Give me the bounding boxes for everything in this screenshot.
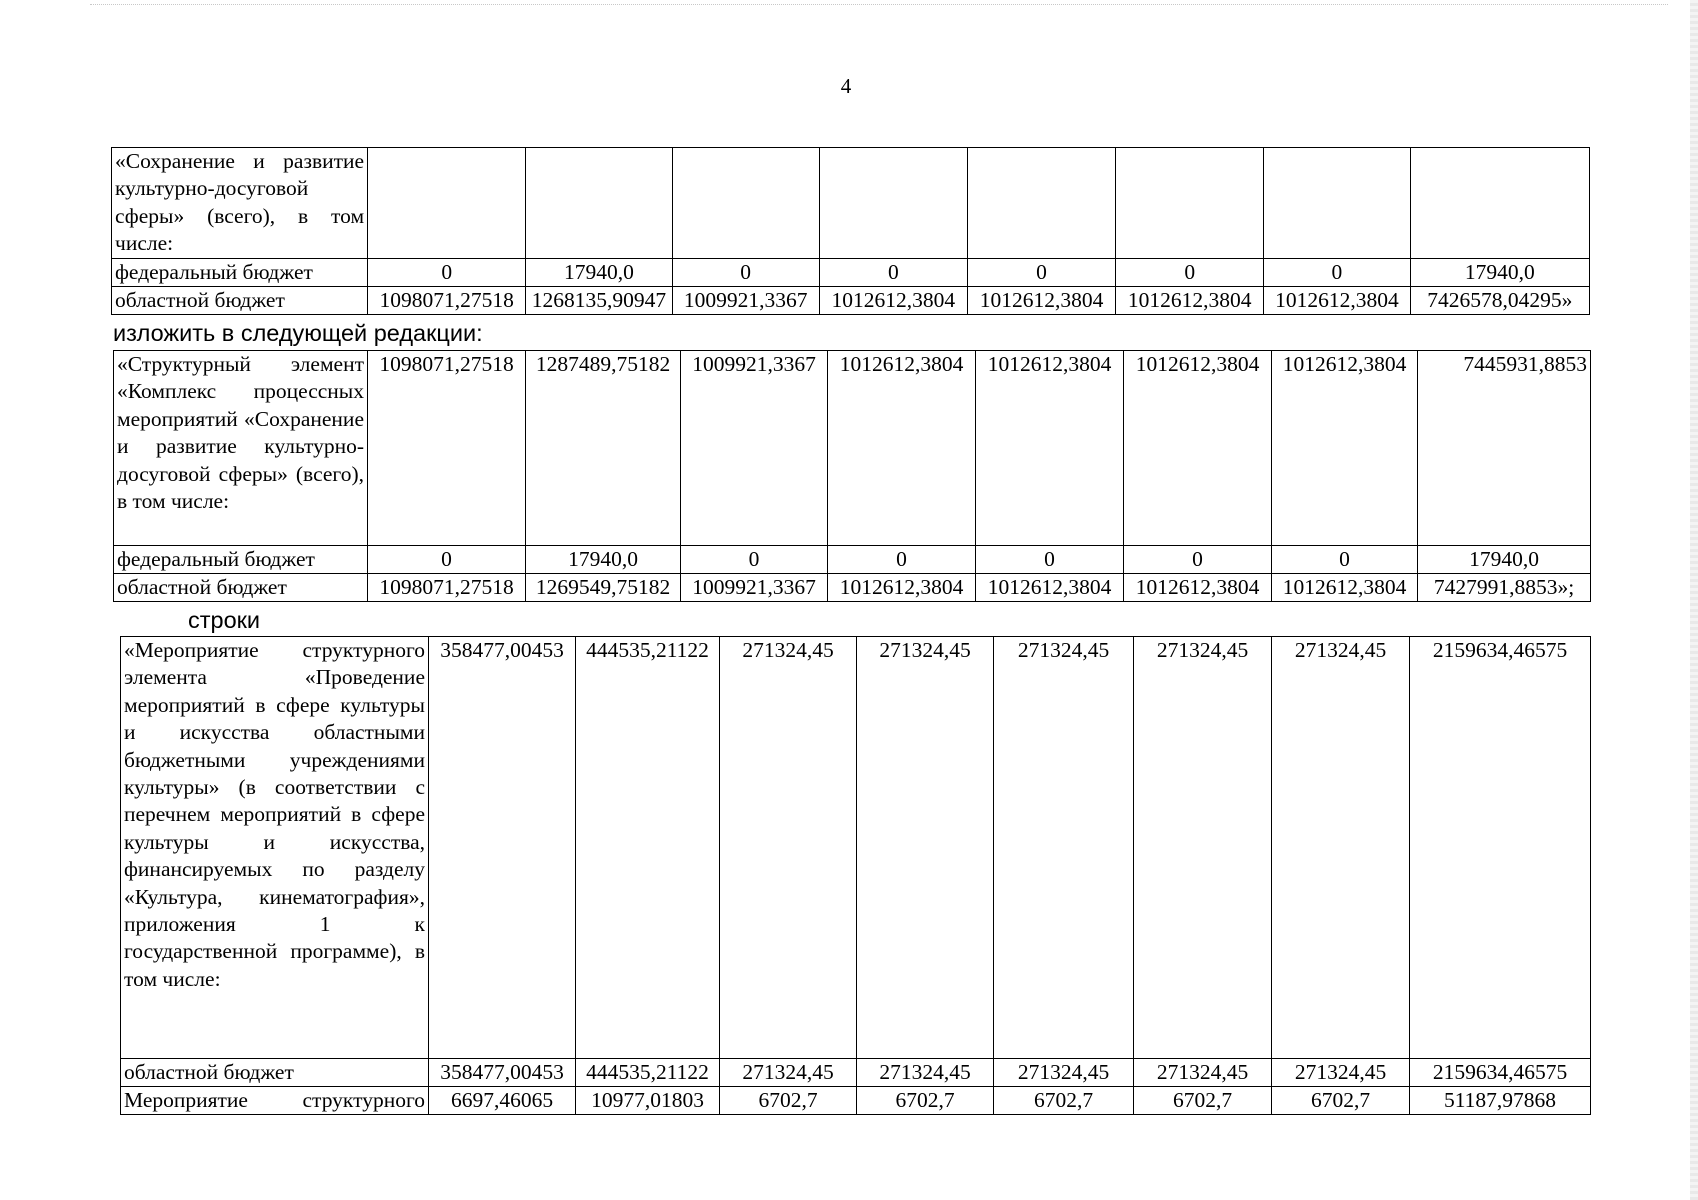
cell-value: 6702,7 bbox=[857, 1087, 994, 1115]
cell-value: 1009921,3367 bbox=[681, 574, 828, 602]
table-row bbox=[112, 287, 1590, 315]
cell-value: 1012612,3804 bbox=[1264, 287, 1410, 315]
row-label: областной бюджет bbox=[112, 287, 368, 315]
cell-value: 6702,7 bbox=[720, 1087, 857, 1115]
cell-value: 271324,45 bbox=[1272, 1059, 1410, 1087]
cell-value: 1012612,3804 bbox=[828, 351, 976, 546]
row-label: областной бюджет bbox=[114, 574, 368, 602]
cell-value: 0 bbox=[828, 546, 976, 574]
cell-value: 1009921,3367 bbox=[681, 351, 828, 546]
table-row bbox=[112, 259, 1590, 287]
cell-value: 0 bbox=[967, 259, 1115, 287]
cell-value: 1012612,3804 bbox=[1124, 351, 1272, 546]
cell-value: 6702,7 bbox=[1134, 1087, 1272, 1115]
table-row bbox=[121, 637, 1591, 1059]
cell-value: 1268135,90947 bbox=[526, 287, 672, 315]
cell-value: 1012612,3804 bbox=[1272, 574, 1418, 602]
cell-value: 271324,45 bbox=[857, 637, 994, 1059]
budget-table-old bbox=[111, 147, 1590, 315]
cell-value: 0 bbox=[368, 259, 526, 287]
page-number: 4 bbox=[840, 74, 852, 98]
cell-value: 0 bbox=[368, 546, 526, 574]
cell-value: 358477,00453 bbox=[429, 1059, 576, 1087]
cell-value: 271324,45 bbox=[994, 1059, 1134, 1087]
cell-value: 1012612,3804 bbox=[828, 574, 976, 602]
cell-value: 0 bbox=[672, 259, 819, 287]
cell-value: 1269549,75182 bbox=[526, 574, 681, 602]
table-row bbox=[121, 1059, 1591, 1087]
cell-value: 51187,97868 bbox=[1410, 1087, 1591, 1115]
table-row bbox=[114, 351, 1591, 546]
scan-right-edge bbox=[1690, 0, 1698, 1200]
cell-value: 17940,0 bbox=[1418, 546, 1591, 574]
cell-value: 1012612,3804 bbox=[1272, 351, 1418, 546]
caption-new-edition: изложить в следующей редакции: bbox=[113, 320, 483, 346]
cell-value: 0 bbox=[1264, 259, 1410, 287]
cell-value: 6702,7 bbox=[1272, 1087, 1410, 1115]
row-label: областной бюджет bbox=[121, 1059, 429, 1087]
row-label: «Сохранение и развитие культурно-досуговой сферы» (всего), в том числе: bbox=[112, 148, 368, 259]
cell-value: 1009921,3367 bbox=[672, 287, 819, 315]
row-label: Мероприятие структурного bbox=[121, 1087, 429, 1115]
cell-value: 271324,45 bbox=[720, 637, 857, 1059]
row-label: федеральный бюджет bbox=[112, 259, 368, 287]
budget-table-measures bbox=[120, 636, 1591, 1115]
cell-value: 1012612,3804 bbox=[1124, 574, 1272, 602]
cell-value: 1012612,3804 bbox=[1116, 287, 1264, 315]
cell-value: 444535,21122 bbox=[576, 637, 720, 1059]
cell-value: 1098071,27518 bbox=[368, 287, 526, 315]
table-row bbox=[121, 1087, 1591, 1115]
cell-value: 7445931,8853 bbox=[1418, 351, 1591, 546]
table-row bbox=[114, 574, 1591, 602]
cell-value: 358477,00453 bbox=[429, 637, 576, 1059]
cell-value: 2159634,46575 bbox=[1410, 1059, 1591, 1087]
cell-value: 271324,45 bbox=[720, 1059, 857, 1087]
row-label: федеральный бюджет bbox=[114, 546, 368, 574]
cell-value: 7427991,8853»; bbox=[1418, 574, 1591, 602]
cell-value: 0 bbox=[1116, 259, 1264, 287]
cell-value: 271324,45 bbox=[994, 637, 1134, 1059]
scan-top-dotted-line bbox=[90, 4, 1668, 5]
cell-value: 0 bbox=[976, 546, 1124, 574]
cell-value: 0 bbox=[819, 259, 967, 287]
cell-value: 6697,46065 bbox=[429, 1087, 576, 1115]
cell-value: 10977,01803 bbox=[576, 1087, 720, 1115]
cell-value: 271324,45 bbox=[857, 1059, 994, 1087]
table-row bbox=[114, 546, 1591, 574]
cell-value: 444535,21122 bbox=[576, 1059, 720, 1087]
cell-value: 1012612,3804 bbox=[976, 351, 1124, 546]
cell-value: 6702,7 bbox=[994, 1087, 1134, 1115]
cell-value: 17940,0 bbox=[1410, 259, 1590, 287]
caption-rows: строки bbox=[188, 607, 261, 633]
cell-value: 7426578,04295» bbox=[1410, 287, 1590, 315]
row-label: «Структурный элемент «Комплекс процессных мероприятий «Сохранение и развитие культурно-досуговой сферы» (всего), в том числе: bbox=[114, 351, 368, 546]
cell-value: 1287489,75182 bbox=[526, 351, 681, 546]
cell-value: 271324,45 bbox=[1134, 637, 1272, 1059]
cell-value: 1012612,3804 bbox=[967, 287, 1115, 315]
cell-value: 0 bbox=[1272, 546, 1418, 574]
cell-value: 271324,45 bbox=[1134, 1059, 1272, 1087]
cell-value: 0 bbox=[681, 546, 828, 574]
cell-value: 17940,0 bbox=[526, 259, 672, 287]
cell-value: 1098071,27518 bbox=[368, 574, 526, 602]
cell-value: 0 bbox=[1124, 546, 1272, 574]
budget-table-new bbox=[113, 350, 1591, 602]
cell-value: 1098071,27518 bbox=[368, 351, 526, 546]
cell-value: 17940,0 bbox=[526, 546, 681, 574]
table-row bbox=[112, 148, 1590, 259]
cell-value: 2159634,46575 bbox=[1410, 637, 1591, 1059]
cell-value: 271324,45 bbox=[1272, 637, 1410, 1059]
cell-value: 1012612,3804 bbox=[976, 574, 1124, 602]
row-label: «Мероприятие структурного элемента «Проведение мероприятий в сфере культуры и искусства областными бюджетными учреждениями культуры» (в соответствии с перечнем мероприятий в сфере культуры и искусства, финансируемых по разделу «Культура, кинематография», приложения 1 к государственной программе), в том числе: bbox=[121, 637, 429, 1059]
cell-value: 1012612,3804 bbox=[819, 287, 967, 315]
